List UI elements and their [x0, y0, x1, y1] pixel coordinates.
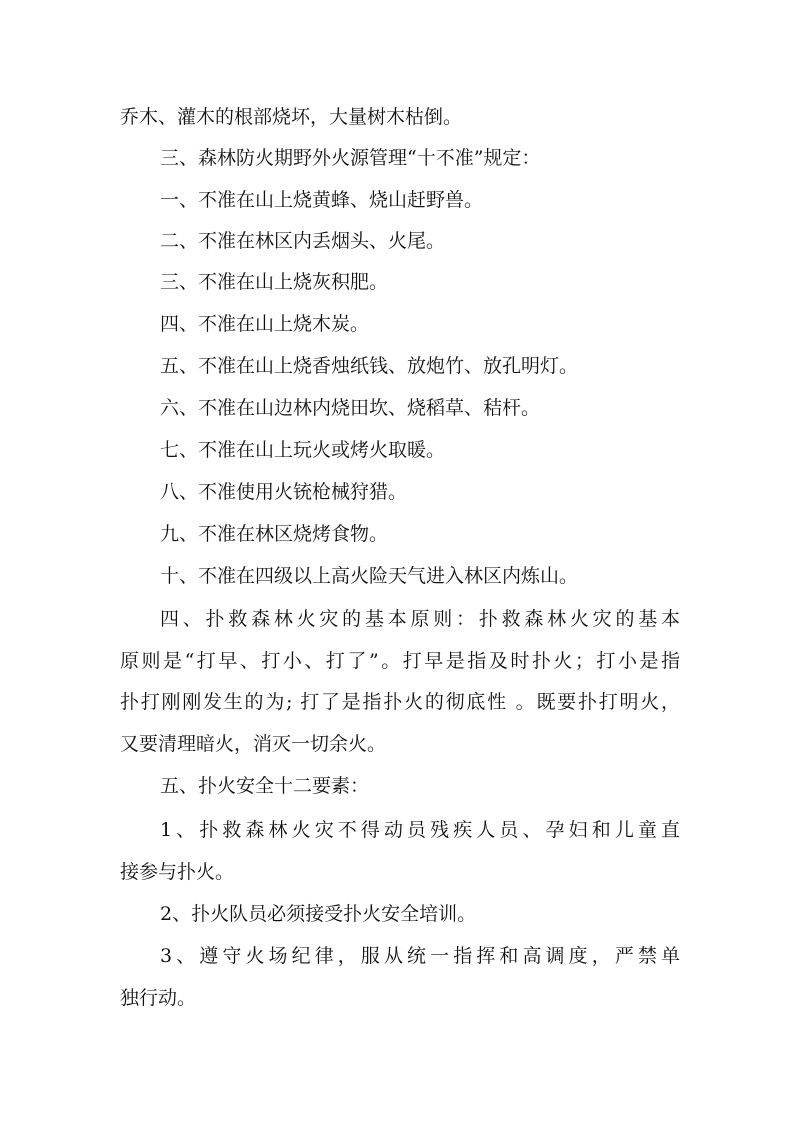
list-item: 三、不准在山上烧灰积肥。 [160, 271, 389, 293]
list-item: 八、不准使用火铳枪械狩猎。 [160, 481, 408, 503]
list-item: 九、不准在林区烧烤食物。 [160, 523, 389, 545]
list-item: 1、扑救森林火灾不得动员残疾人员、孕妇和儿童直 [160, 819, 680, 841]
section-heading: 四、扑救森林火灾的基本原则：扑救森林火灾的基本 [160, 608, 680, 630]
paragraph-line: 又要清理暗火，消灭一切余火。 [120, 733, 387, 755]
list-item: 3、遵守火场纪律，服从统一指挥和高调度，严禁单 [160, 945, 680, 967]
list-item: 四、不准在山上烧木炭。 [160, 313, 370, 335]
list-item: 十、不准在四级以上高火险天气进入林区内炼山。 [160, 565, 579, 587]
paragraph-line: 原则是“打早、打小、打了”。打早是指及时扑火；打小是指 [120, 650, 680, 672]
list-item: 二、不准在林区内丢烟头、火尾。 [160, 230, 446, 252]
list-item: 七、不准在山上玩火或烤火取暖。 [160, 439, 446, 461]
list-item: 2、扑火队员必须接受扑火安全培训。 [160, 903, 477, 925]
section-heading: 三、森林防火期野外火源管理“十不准”规定： [160, 147, 541, 169]
paragraph-line: 独行动。 [120, 987, 197, 1009]
paragraph-line: 接参与扑火。 [120, 861, 235, 883]
list-item: 六、不准在山边林内烧田坎、烧稻草、秸杆。 [160, 397, 541, 419]
list-item: 五、不准在山上烧香烛纸钱、放炮竹、放孔明灯。 [160, 355, 579, 377]
paragraph-line: 乔木、灌木的根部烧坏，大量树木枯倒。 [120, 106, 463, 128]
paragraph-line: 扑打刚刚发生的为; 打了是指扑火的彻底性 。既要扑打明火， [120, 691, 680, 713]
section-heading: 五、扑火安全十二要素： [160, 775, 370, 797]
list-item: 一、不准在山上烧黄蜂、烧山赶野兽。 [160, 189, 484, 211]
